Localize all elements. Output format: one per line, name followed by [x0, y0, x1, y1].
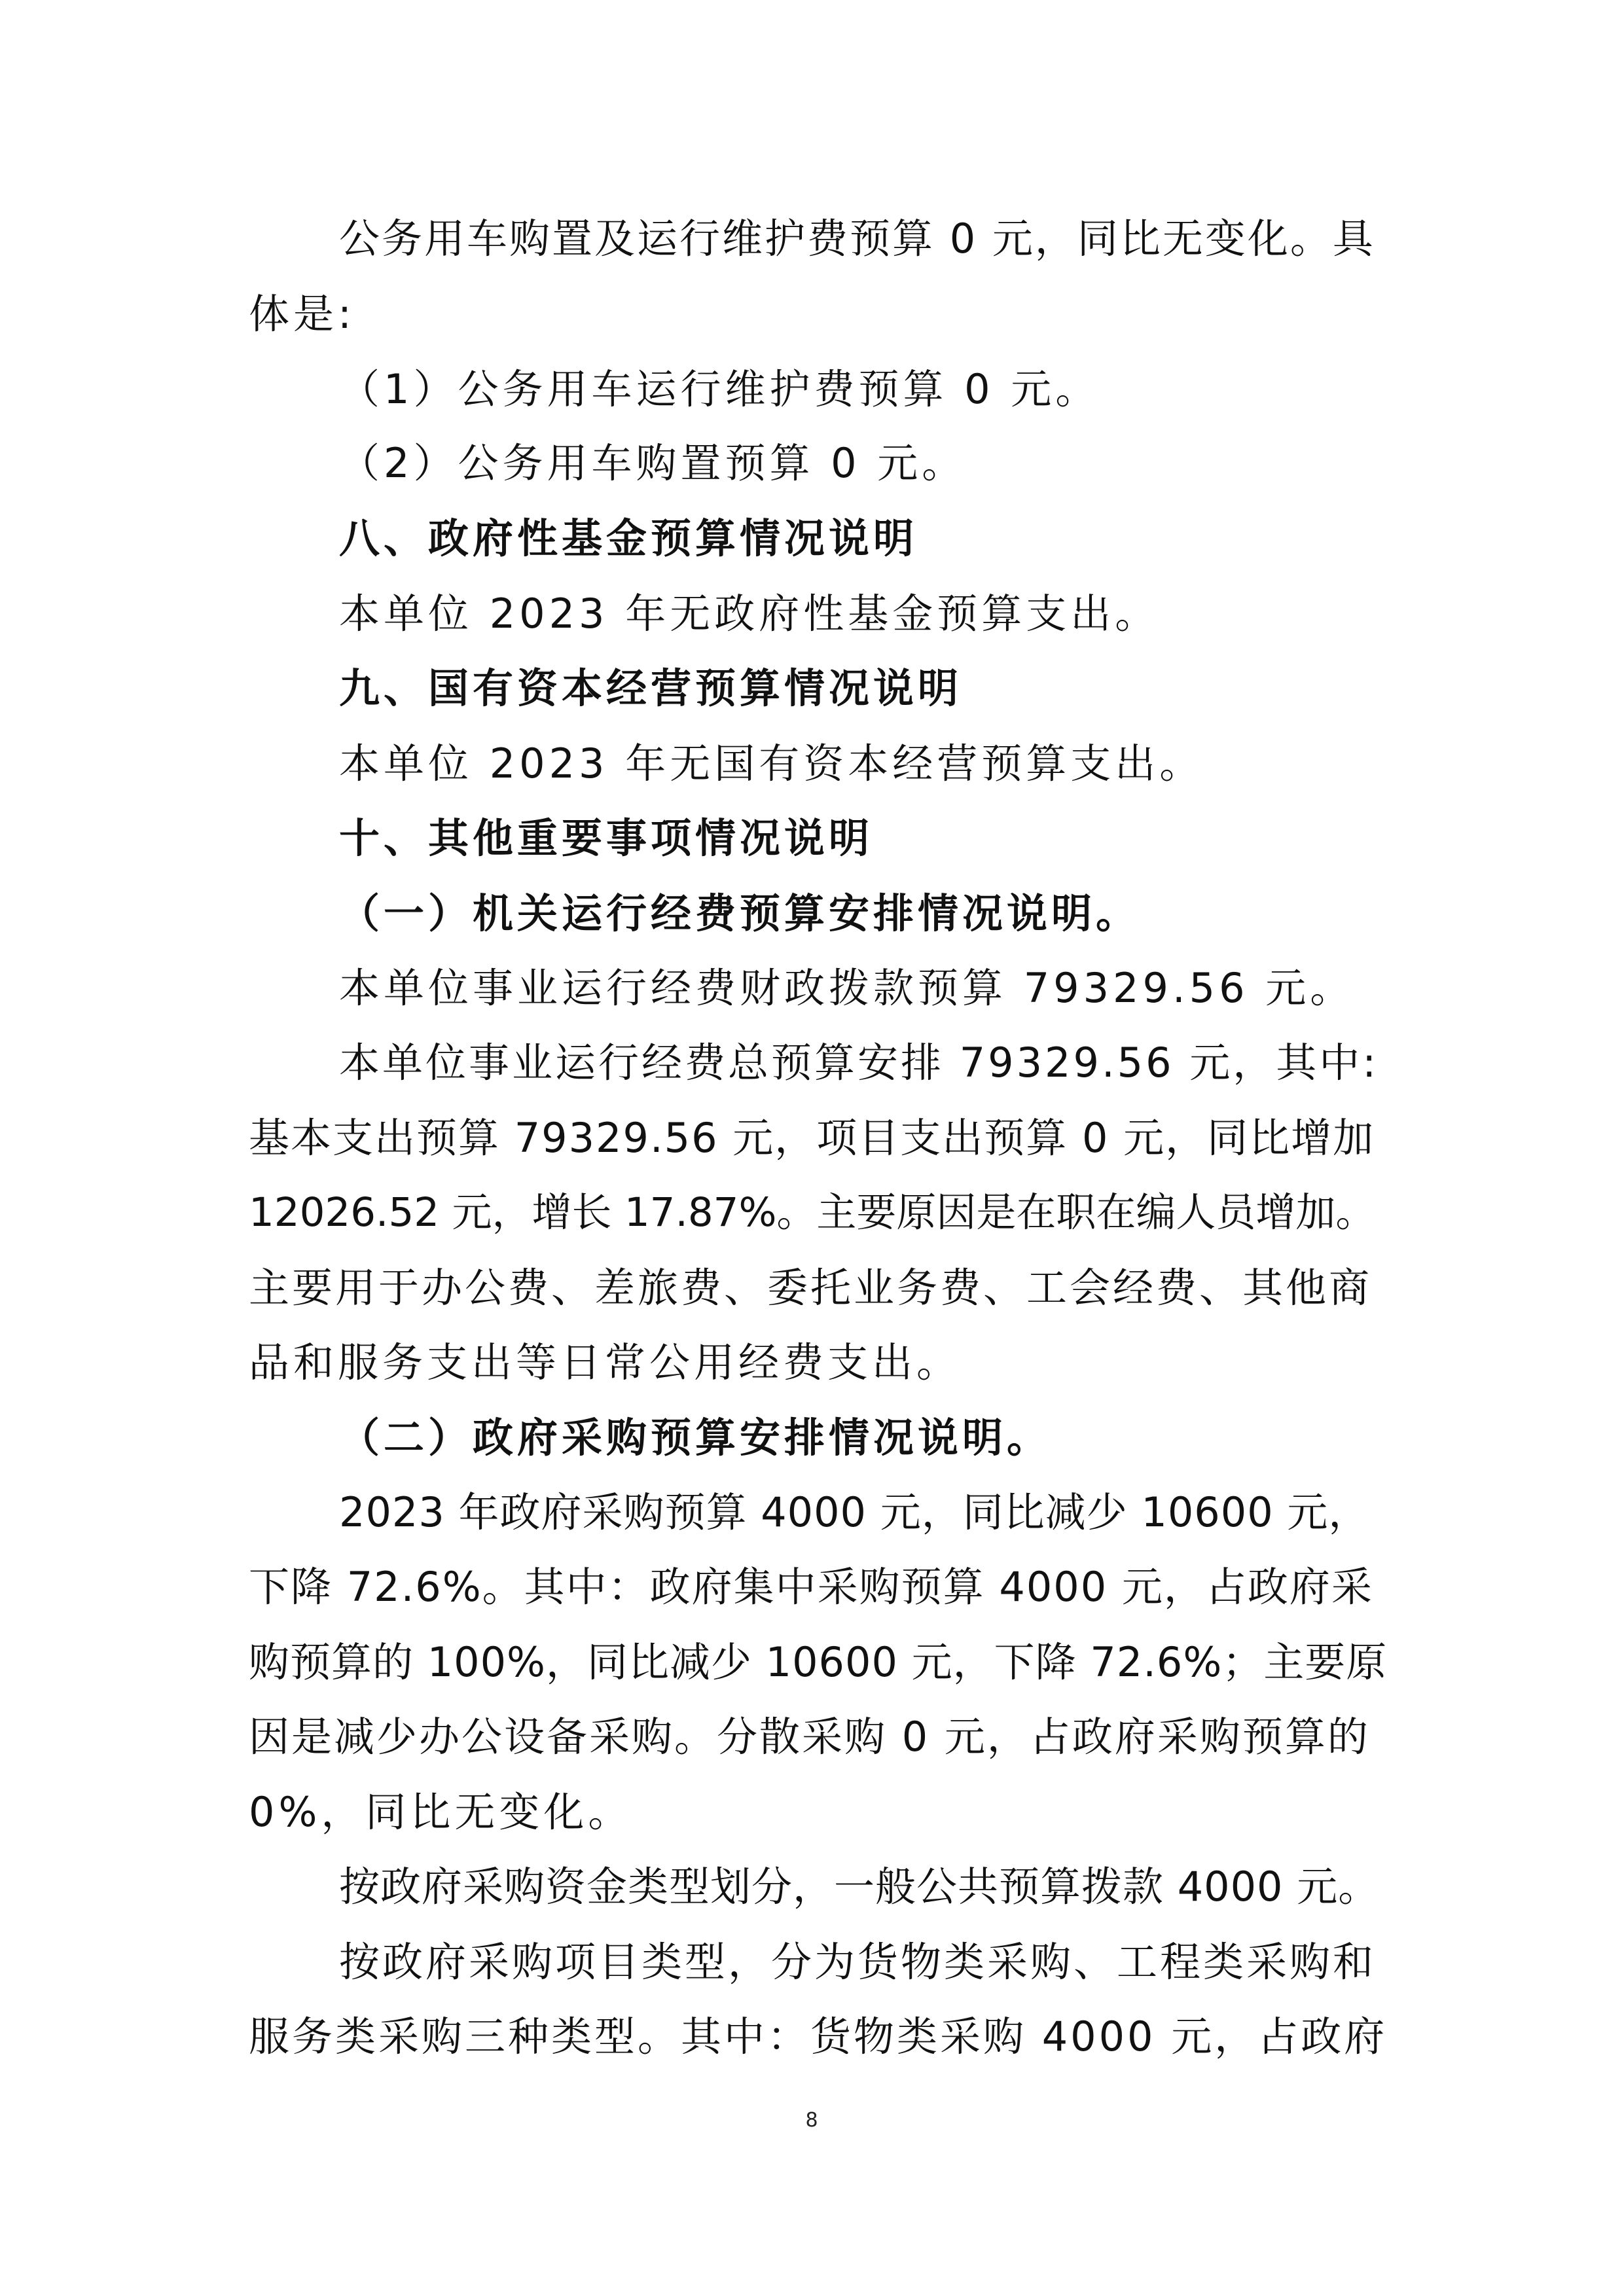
paragraph-line: 本单位 2023 年无政府性基金预算支出。 [339, 590, 1160, 637]
paragraph-line: 0%，同比无变化。 [249, 1788, 633, 1836]
section-heading: 九、国有资本经营预算情况说明 [339, 664, 963, 712]
paragraph-line: 按政府采购资金类型划分，一般公共预算拨款 4000 元。 [339, 1863, 1380, 1910]
paragraph-line: 品和服务支出等日常公用经费支出。 [249, 1338, 962, 1386]
paragraph-line: 按政府采购项目类型，分为货物类采购、工程类采购和 [339, 1938, 1377, 1986]
paragraph-line: 2023 年政府采购预算 4000 元，同比减少 10600 元， [339, 1488, 1370, 1536]
paragraph-line: 服务类采购三种类型。其中：货物类采购 4000 元，占政府 [249, 2013, 1388, 2060]
paragraph-line: 下降 72.6%。其中：政府集中采购预算 4000 元，占政府采 [249, 1563, 1373, 1611]
paragraph-line: 12026.52 元，增长 17.87%。主要原因是在职在编人员增加。 [249, 1189, 1376, 1236]
list-item: （2）公务用车购置预算 0 元。 [339, 439, 967, 487]
subsection-heading: （一）机关运行经费预算安排情况说明。 [339, 889, 1141, 937]
list-item: （1）公务用车运行维护费预算 0 元。 [339, 365, 1100, 413]
paragraph-line: 本单位事业运行经费财政拨款预算 79329.56 元。 [339, 964, 1355, 1012]
paragraph-line: 因是减少办公设备采购。分散采购 0 元，占政府采购预算的 [249, 1713, 1370, 1761]
paragraph-line: 购预算的 100%，同比减少 10600 元，下降 72.6%；主要原 [249, 1638, 1388, 1686]
paragraph-line: 本单位 2023 年无国有资本经营预算支出。 [339, 740, 1204, 787]
section-heading: 八、政府性基金预算情况说明 [339, 514, 918, 562]
paragraph-line: 公务用车购置及运行维护费预算 0 元，同比无变化。具 [339, 215, 1375, 262]
paragraph-line: 本单位事业运行经费总预算安排 79329.56 元，其中: [339, 1039, 1379, 1086]
subsection-heading: （二）政府采购预算安排情况说明。 [339, 1414, 1052, 1462]
paragraph-line: 基本支出预算 79329.56 元，项目支出预算 0 元，同比增加 [249, 1114, 1375, 1162]
section-heading: 十、其他重要事项情况说明 [339, 814, 874, 862]
paragraph-line: 体是: [249, 290, 355, 338]
page-number: 8 [805, 2109, 818, 2132]
paragraph-line: 主要用于办公费、差旅费、委托业务费、工会经费、其他商 [249, 1264, 1373, 1312]
